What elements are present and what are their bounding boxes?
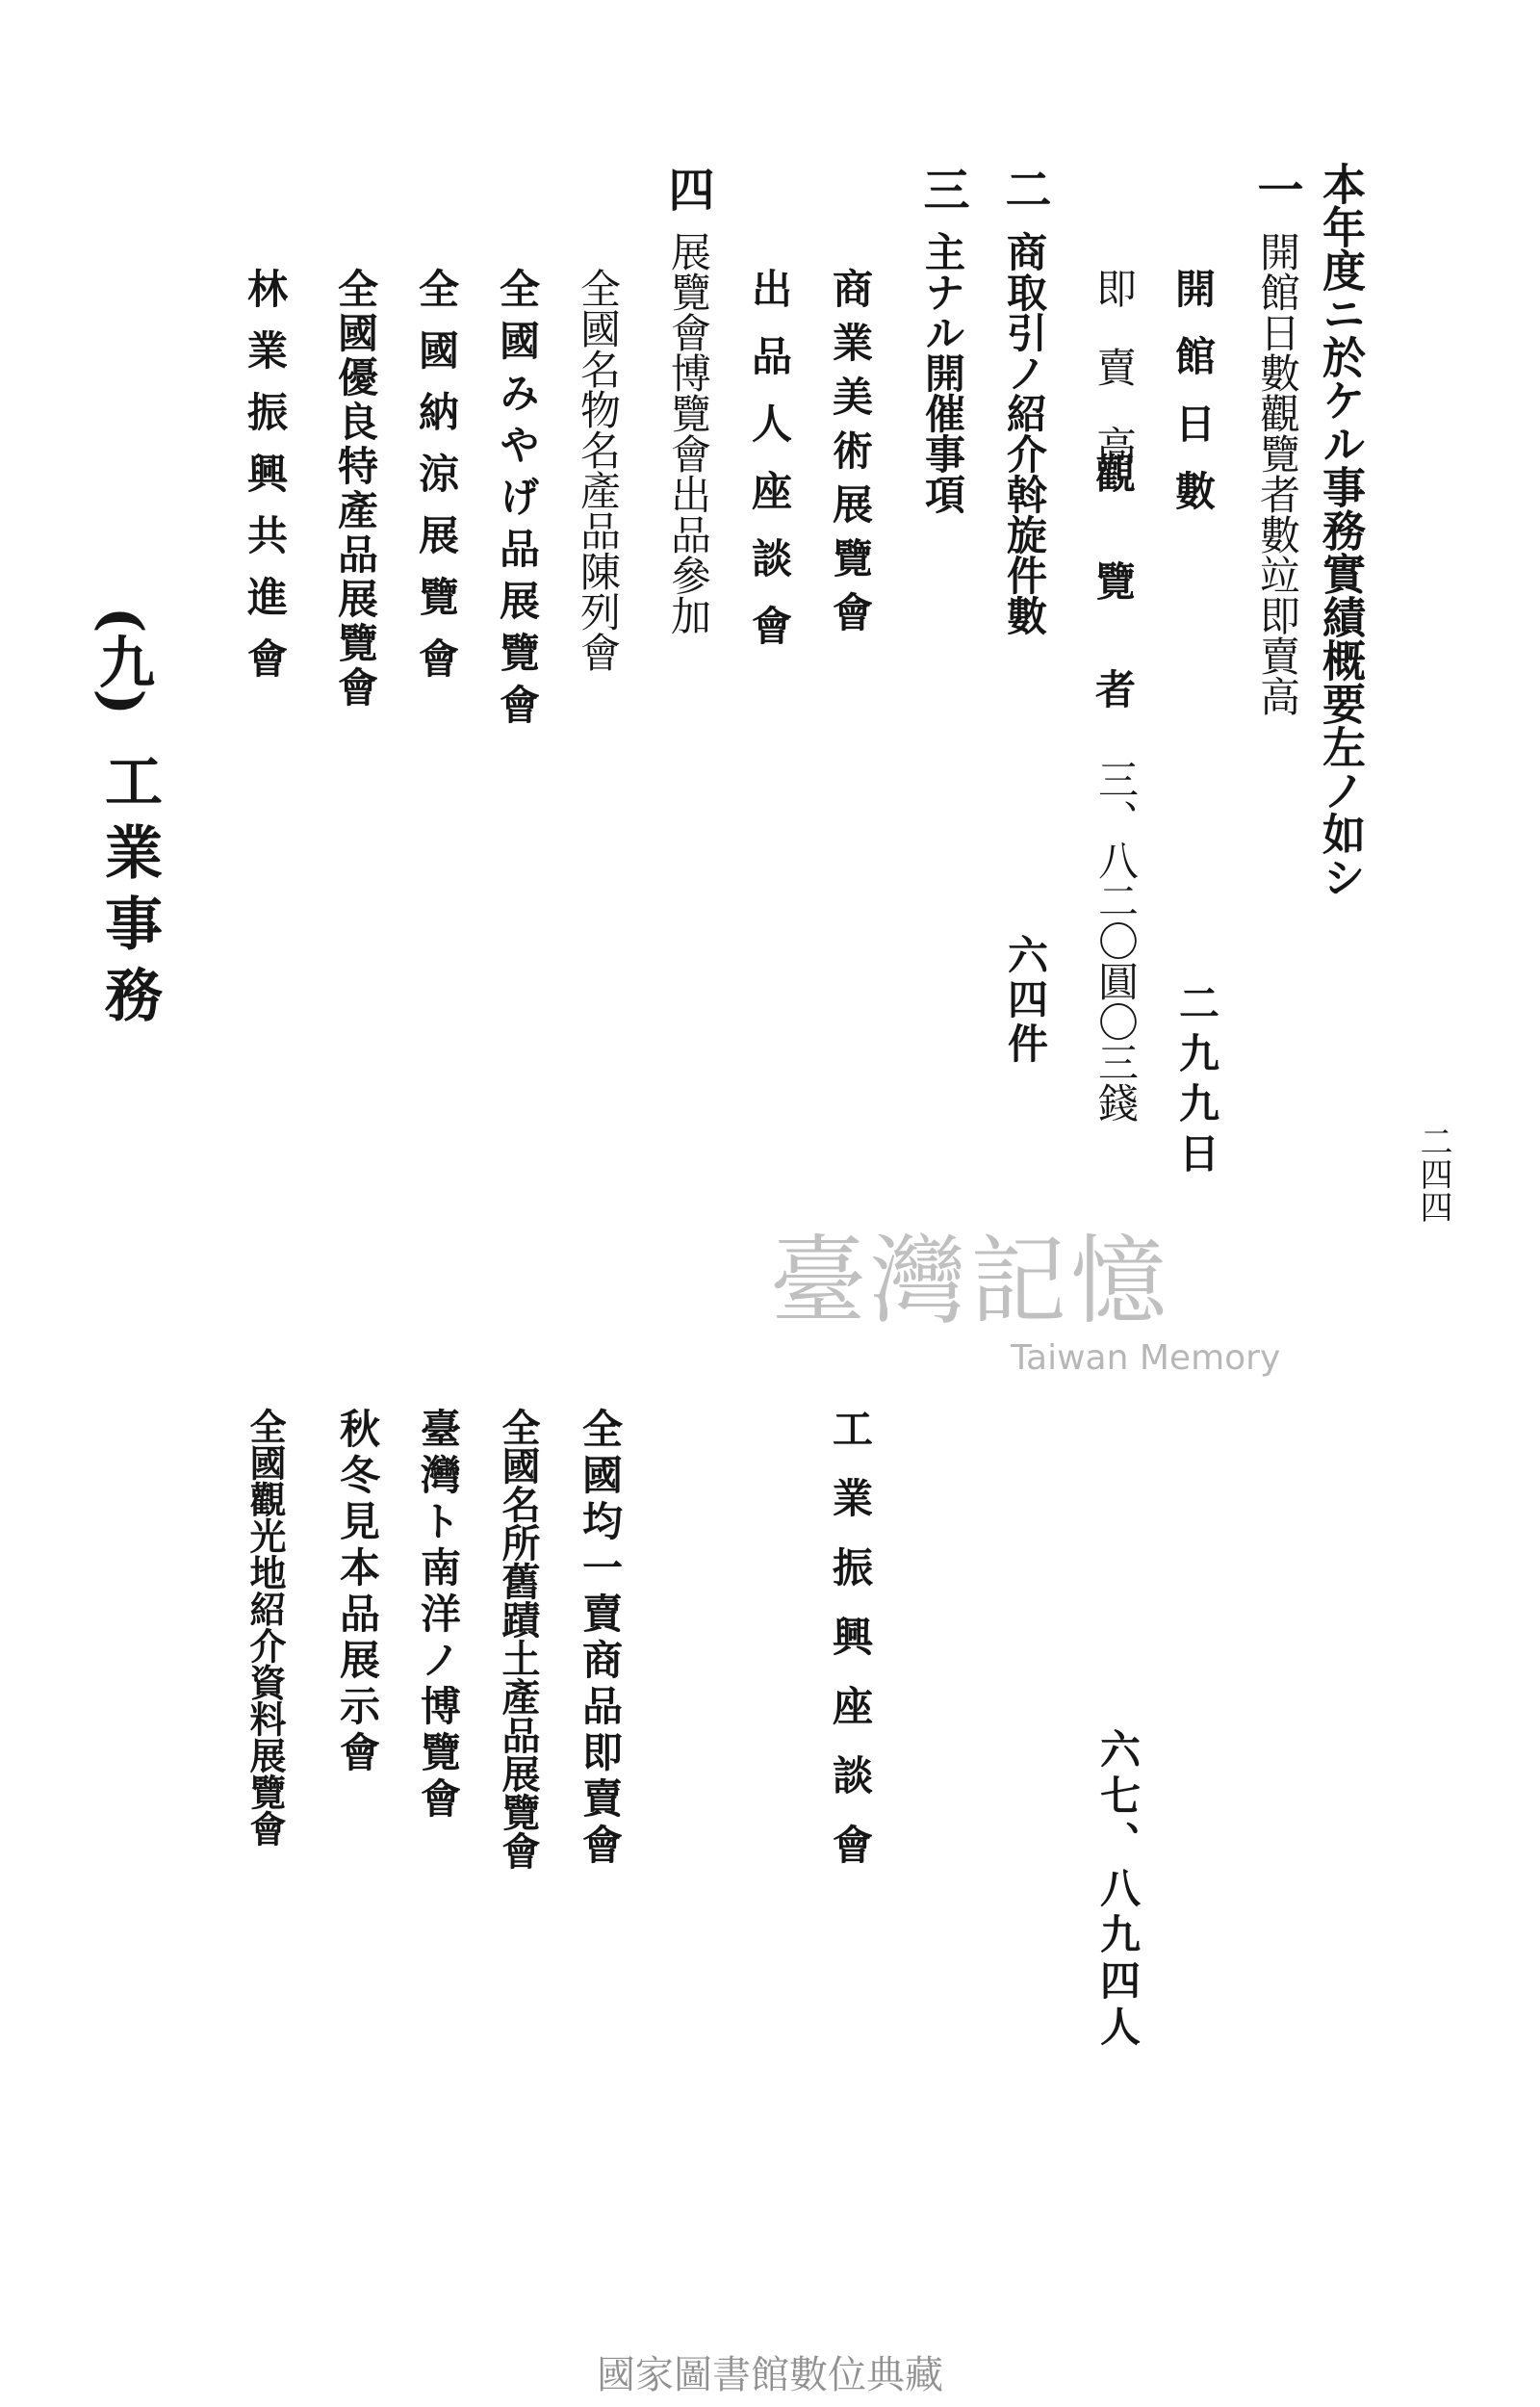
section-2-value: 六四件 bbox=[1002, 934, 1049, 1067]
section-4-heading: 展覽會博覽會出品參加 bbox=[665, 231, 712, 635]
section-number: (九) bbox=[90, 607, 155, 715]
watermark-chinese: 臺灣記憶 bbox=[770, 1225, 1170, 1337]
footer-credit: 國家圖書館數位典藏 bbox=[597, 2353, 943, 2397]
section-3-item-2: 出品人座談會 bbox=[746, 268, 793, 672]
section-3-heading: 主ナル開催事項 bbox=[919, 231, 966, 514]
section-4-item-right-2: 全國名所舊蹟土產品展覽會 bbox=[496, 1408, 541, 1870]
section-4-item-left-2: 全國みやげ品展覽會 bbox=[494, 268, 541, 736]
section-4-item-left-4: 全國優良特產品展覽會 bbox=[332, 268, 379, 711]
intro-line: 本年度ニ於ケル事務實績概要左ノ如シ bbox=[1315, 162, 1366, 898]
watermark bbox=[770, 1204, 1290, 1396]
visitors-label: 觀覽者 bbox=[1090, 453, 1137, 776]
section-4-item-right-3: 臺灣ト南洋ノ博覽會 bbox=[415, 1408, 462, 1824]
open-days-label: 開館日數 bbox=[1169, 268, 1217, 537]
section-4-item-right-5: 全國觀光地紹介資料展覽會 bbox=[244, 1408, 287, 1847]
section-3-item-1: 商業美術展覽會 bbox=[827, 268, 874, 645]
section-2-heading: 商取引ノ紹介斡旋件數 bbox=[1001, 231, 1048, 635]
sales-label: 即賣高 bbox=[1091, 268, 1138, 505]
open-days-value: 二九九日 bbox=[1173, 982, 1220, 1182]
watermark-english: Taiwan Memory bbox=[1011, 1338, 1281, 1378]
sales-value: 三、八二〇圓〇三錢 bbox=[1092, 759, 1140, 1123]
section-4-item-left-5: 林業振興共進會 bbox=[242, 268, 289, 699]
section-3-item-3: 工業振興座談會 bbox=[827, 1408, 874, 1893]
section-1-heading: 開館日數觀覽者數竝即賣高 bbox=[1254, 231, 1301, 716]
section-4-item-right-4: 秋冬見本品展示會 bbox=[334, 1408, 381, 1777]
section-4-item-left-1: 全國名物名產品陳列會 bbox=[575, 268, 622, 672]
section-1-marker: 一 bbox=[1249, 166, 1303, 212]
visitors-value: 六七、八九四人 bbox=[1094, 1728, 1142, 2052]
section-title: 工業事務 bbox=[95, 751, 163, 1036]
section-2-marker: 二 bbox=[997, 166, 1051, 212]
section-4-item-left-3: 全國納涼展覽會 bbox=[413, 268, 460, 699]
page-number: 二四四 bbox=[1414, 1125, 1452, 1223]
section-4-marker: 四 bbox=[660, 166, 714, 212]
section-3-marker: 三 bbox=[915, 166, 969, 212]
section-4-item-right-1: 全國均一賣商品即賣會 bbox=[577, 1408, 624, 1870]
